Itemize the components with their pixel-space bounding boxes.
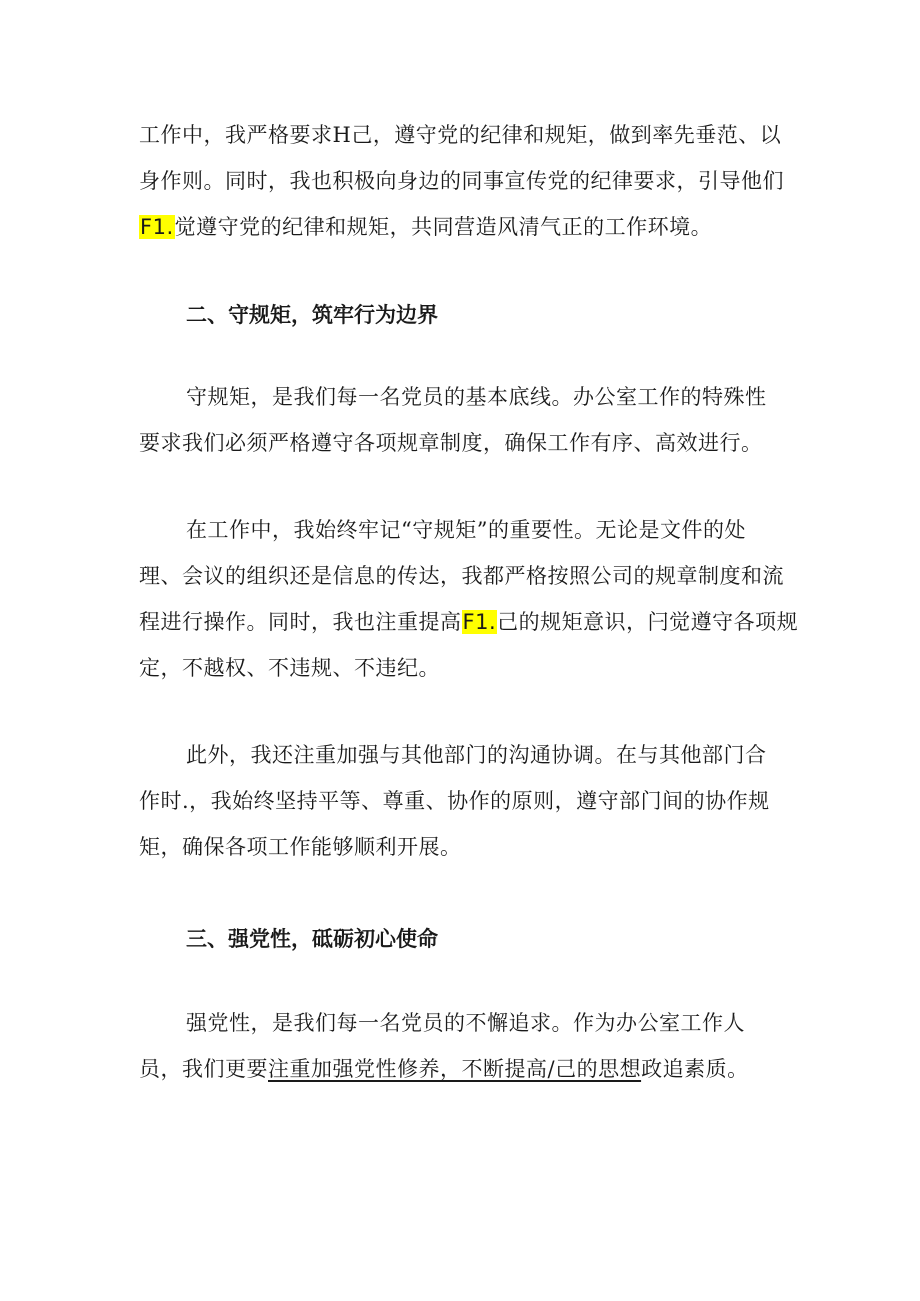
paragraph-rules-intro [139,374,789,466]
text-line: 在工作中，我始终牢记“守规矩”的重要性。无论是文件的处 [186,518,746,542]
text-segment: 员，我们更要 [139,1057,268,1081]
text-line: 守规矩，是我们每一名党员的基本底线。办公室工作的特殊性 [186,385,767,409]
text-line: 强党性，是我们每一名党员的不懈追求。作为办公室工作人 [186,1011,745,1035]
text-line: 身作则。同时，我也积极向身边的同事宣传党的纪律要求，引导他们 [139,169,784,193]
text-line: 工作中，我严格要求H己，遵守党的纪律和规矩，做到率先垂范、以 [139,123,782,147]
paragraph-coordination [139,732,789,870]
highlighted-ocr-error: F1. [462,610,497,634]
paragraph-party-spirit [139,1000,789,1092]
text-line [139,599,799,645]
text-segment: 政追素质。 [641,1057,749,1081]
highlighted-ocr-error: F1. [140,215,174,239]
text-line [139,204,789,250]
text-line: 作时.，我始终坚持平等、尊重、协作的原则，遵守部门间的协作规 [139,789,770,813]
underlined-text: 注重加强党性修养，不断提高/己的思想 [268,1057,642,1081]
text-segment: 程进行操作。同时，我也注重提高 [139,610,462,634]
section-heading-party-spirit: 三、强党性，砥砺初心使命 [186,927,438,951]
text-line: 此外，我还注重加强与其他部门的沟通协调。在与其他部门合 [186,743,767,767]
text-line: 矩，确保各项工作能够顺利开展。 [139,835,462,859]
text-line: 要求我们必须严格遵守各项规章制度，确保工作有序、高效进行。 [139,431,763,455]
text-segment: 己的规矩意识，闩觉遵守各项规 [497,610,799,634]
text-line: 理、会议的组织还是信息的传达，我都严格按照公司的规章制度和流 [139,564,784,588]
section-heading-rules: 二、守规矩，筑牢行为边界 [186,303,438,327]
paragraph-rules-work [139,507,799,691]
text-line [139,1046,789,1092]
text-segment: 觉遵守党的纪律和规矩，共同营造风清气正的工作环境。 [174,215,713,239]
text-line: 定，不越权、不违规、不违纪。 [139,656,440,680]
paragraph-discipline-continued [139,112,789,250]
